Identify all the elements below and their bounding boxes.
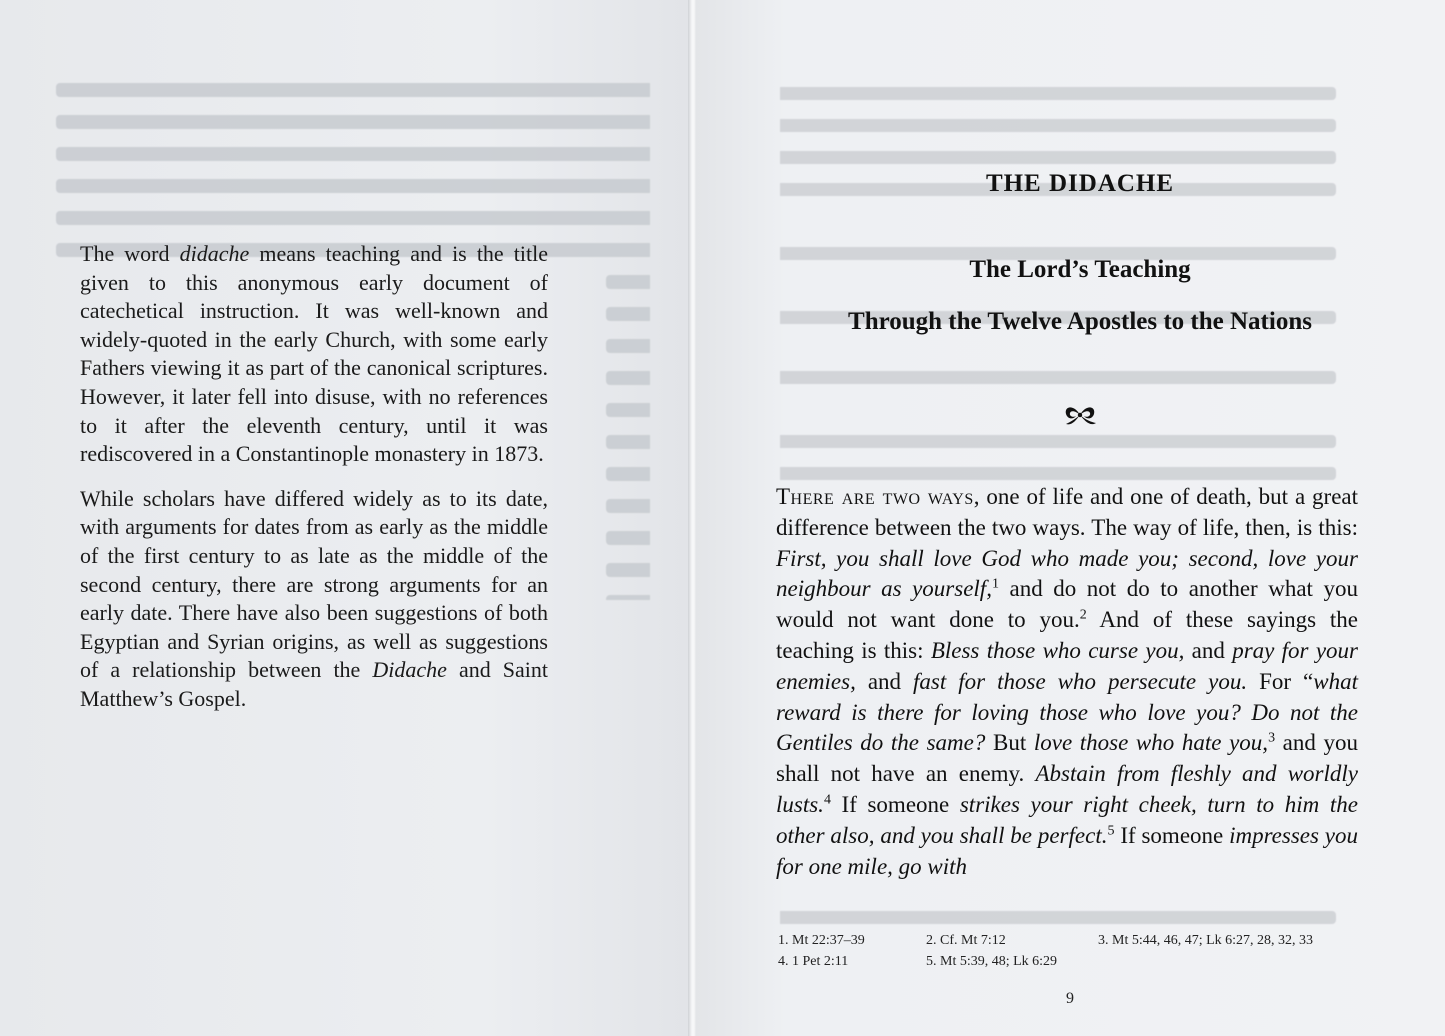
text-run: , one of life and one of death, but a great difference between the two ways. The way of life, then, is this:	[776, 484, 1359, 540]
footnote-ref[interactable]: 3	[1268, 730, 1276, 746]
italic-quote: impresses you for one mile, go with	[776, 822, 1358, 879]
footnote-ref[interactable]: 5	[1107, 823, 1115, 839]
intro-paragraph-2	[80, 485, 548, 714]
italic-quote: pray for your enemies,	[776, 637, 1358, 694]
italic-quote: strikes your right cheek, turn to him the other also, and you shall be perfect.	[776, 791, 1358, 848]
italic-quote: what reward is there for loving those who love you? Do not the Gentiles do the same?	[776, 668, 1358, 756]
footnotes	[778, 930, 1368, 972]
footnote-ref[interactable]: 4	[823, 792, 831, 808]
intro-paragraph-1	[80, 240, 548, 469]
text-run: And of these sayings the teaching is this:	[776, 607, 1358, 663]
italic-quote: fast for those who persecute you.	[913, 668, 1248, 694]
text-run: The word	[80, 241, 180, 266]
footnote-2: 2. Cf. Mt 7:12	[926, 933, 1006, 948]
footnote-row	[778, 930, 1368, 951]
didache-body-text	[776, 482, 1358, 882]
text-run: But	[985, 730, 1034, 756]
italic-quote: Abstain from fleshly and worldly lusts.	[776, 761, 1358, 817]
text-run: and you shall not have an enemy.	[776, 730, 1359, 787]
italic-quote: First, you shall love God who made you; second, love your neighbour as yourself,	[776, 545, 1358, 602]
page-number: 9	[1066, 990, 1074, 1007]
opening-smallcaps: There are two ways	[776, 484, 974, 509]
text-run: If someone	[830, 791, 960, 817]
text-run: and	[1184, 637, 1233, 663]
text-run: means teaching and is the title given to this anonymous early document of catechetical instruction. It was well-known and widely-quoted in the early Church, with some early Fathers viewing it as part of the canonical scriptures. However, it later fell into disuse, with no references to it after the eleventh century, until it was rediscovered in a Constantinople monastery in 1873.	[80, 241, 548, 467]
footnote-ref[interactable]: 2	[1079, 607, 1087, 623]
fleuron-icon	[1060, 400, 1100, 430]
italic-title: Didache	[372, 657, 447, 683]
text-run: For “	[1247, 668, 1314, 694]
text-run: While scholars have differed widely as to its date, with arguments for dates from as early as the middle of the first century to as late as the middle of the second century, there are strong arguments for an early date. There have also been suggestions of both Egyptian and Syrian origins, as well as suggestions of a relationship between the	[80, 485, 548, 683]
footnote-4: 4. 1 Pet 2:11	[778, 954, 849, 969]
footnote-5: 5. Mt 5:39, 48; Lk 6:29	[926, 954, 1058, 969]
chapter-subtitle-1: The Lord’s Teaching	[969, 256, 1191, 283]
text-run: If someone	[1114, 822, 1230, 848]
text-run: and Saint Matthew’s Gospel.	[80, 657, 548, 711]
chapter-subtitle-2: Through the Twelve Apostles to the Nations	[848, 308, 1312, 335]
italic-quote: love those who hate you,	[1033, 730, 1269, 756]
italic-term: didache	[179, 241, 250, 266]
left-page	[0, 0, 690, 1036]
text-run: and	[855, 668, 914, 694]
footnote-ref[interactable]: 1	[991, 576, 999, 592]
footnote-1: 1. Mt 22:37–39	[778, 933, 865, 948]
footnote-3: 3. Mt 5:44, 46, 47; Lk 6:27, 28, 32, 33	[1098, 933, 1314, 948]
italic-quote: Bless those who curse you,	[930, 637, 1185, 663]
chapter-title: THE DIDACHE	[985, 170, 1175, 197]
text-run: and do not do to another what you would not want done to you.	[776, 576, 1358, 633]
introduction-text	[80, 240, 548, 730]
footnote-row	[778, 951, 1368, 972]
